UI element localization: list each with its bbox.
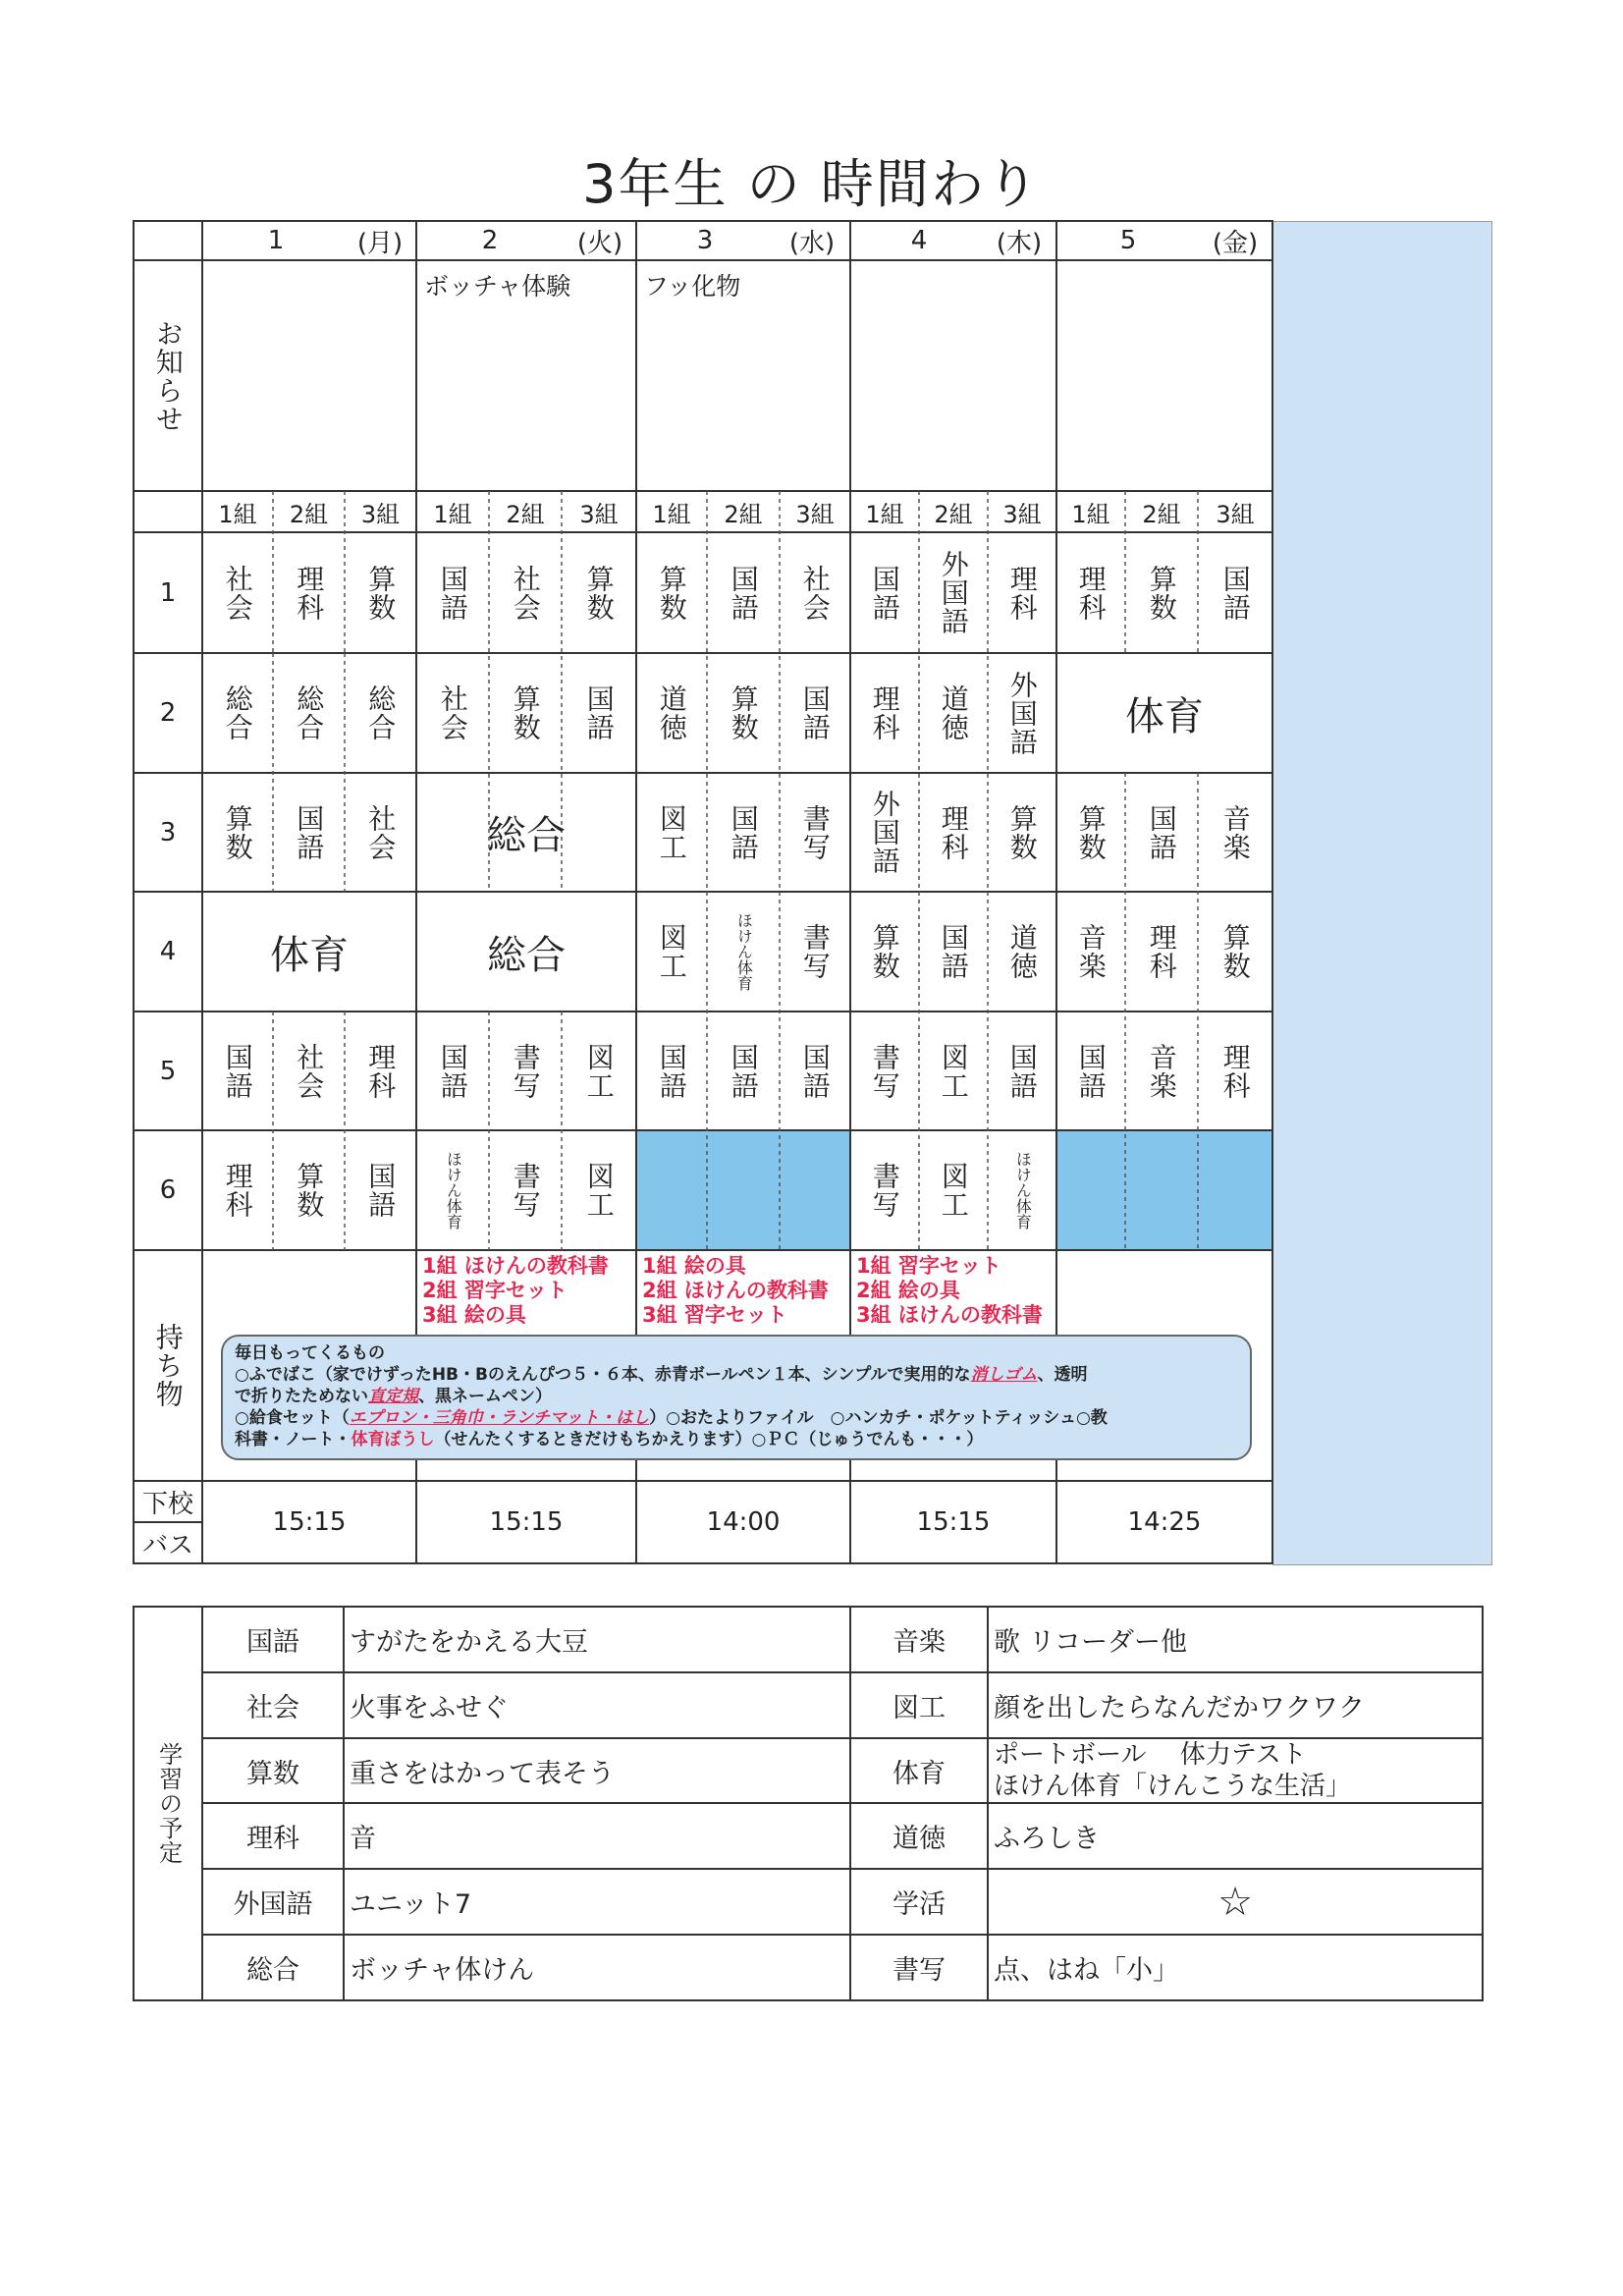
timetable-cell: 国語 [655,1042,688,1100]
plan-subject: 道徳 [893,1824,946,1854]
period-label: 2 [159,698,177,728]
notice-tue: ボッチャ体験 [424,272,571,301]
plan-content: 音 [350,1824,376,1854]
timetable-cell: 算数 [509,684,542,741]
text: ○ふでばこ（家でけずったHB・Bのえんぴつ５・６本、赤青ボールペン１本、シンプルで実用的な [235,1365,971,1385]
belongings-wed [636,1250,862,1332]
timetable-cell: 理科 [937,803,970,861]
plan-content-line: ポートボール 体力テスト [994,1740,1307,1770]
day-dow: (火) [576,228,623,258]
belonging-item: 1組 習字セット [856,1254,1001,1278]
timetable-cell: 図工 [937,1162,970,1219]
plan-subject: 外国語 [233,1889,313,1920]
day-num: 2 [481,226,499,255]
text: （せんたくするときだけもちかえります）○ＰＣ（じゅうでんも・・・） [434,1430,984,1449]
plan-content: ふろしき [994,1824,1100,1854]
plan-content: 点、はね「小」 [994,1955,1179,1986]
plan-content: 顔を出したらなんだかワクワク [994,1693,1365,1723]
timetable-cell: 総合 [487,932,566,978]
timetable-cell: 社会 [221,564,254,622]
period-label: 1 [159,577,177,608]
timetable-cell: 算数 [1218,923,1252,980]
bus-time-thu: 15:15 [916,1507,991,1537]
bus-time-mon: 15:15 [272,1507,347,1537]
class-header: 3組 [360,500,401,528]
timetable-cell: 社会 [436,684,469,741]
bus-time-wed: 14:00 [706,1507,781,1537]
day-num: 5 [1119,226,1137,255]
plan-subject: 国語 [246,1627,299,1658]
day-dow: (木) [996,228,1043,258]
timetable-cell: 書写 [798,803,832,861]
text: 科書・ノート・ [235,1430,352,1449]
class-header: 2組 [506,500,545,528]
timetable-cell: 体育 [270,932,349,978]
bus-time-fri: 14:25 [1127,1507,1202,1537]
plan-content: 歌 リコーダー他 [994,1627,1188,1658]
plan-content: ボッチャ体けん [350,1955,535,1986]
timetable-cell: 社会 [509,564,542,622]
period-label: 4 [159,937,177,966]
belongings-thu [850,1250,1068,1332]
class-header: 2組 [289,500,329,528]
timetable-cell: 理科 [1145,923,1178,980]
timetable-cell: 道徳 [937,684,970,741]
timetable-cell: 社会 [364,803,398,861]
belongings-label: 持ち物 [151,1323,185,1408]
timetable-cell: 図工 [937,1042,970,1100]
timetable-cell: 総合 [293,684,326,741]
timetable-cell: 国語 [436,1042,469,1100]
text: で折りたためない [235,1387,368,1406]
bus-label-2: バス [141,1530,193,1560]
class-header: 2組 [724,500,763,528]
class-header: 2組 [1142,500,1181,528]
timetable-cell: 書写 [798,923,832,980]
text: 、透明 [1037,1365,1088,1385]
timetable-cell: 理科 [364,1042,398,1100]
belonging-item: 1組 絵の具 [642,1254,746,1278]
timetable-cell: 算数 [727,684,760,741]
timetable-cell: 国語 [937,923,970,980]
daily-line-2 [235,1386,1238,1407]
timetable-cell: 社会 [293,1042,326,1100]
plan-subject: 学活 [893,1889,946,1920]
timetable-cell: 国語 [798,1042,832,1100]
plan-content: ユニット7 [350,1889,472,1920]
belonging-item: 2組 習字セット [422,1279,568,1302]
day-num: 3 [696,226,714,255]
timetable-cell: 算数 [1145,564,1178,622]
timetable-cell: 国語 [436,564,469,622]
plan-content [988,1738,1483,1803]
timetable-cell: 音楽 [1218,803,1252,861]
timetable-cell: 書写 [509,1042,542,1100]
text-emph: 体育ぼうし [351,1430,435,1449]
timetable-cell: ほけん体育 [1013,1151,1033,1230]
timetable-cell: 国語 [582,684,616,741]
timetable-cell: 算数 [221,803,254,861]
daily-line-4 [235,1429,1238,1450]
day-dow: (金) [1212,228,1259,258]
bus-time-tue: 15:15 [489,1507,564,1537]
timetable-cell: 理科 [1074,564,1108,622]
notice-label: お知らせ [151,318,185,433]
timetable-cell: 国語 [868,564,901,622]
plan-label: 学習の予定 [154,1742,183,1865]
timetable-cell: 図工 [582,1162,616,1219]
timetable-cell: ほけん体育 [734,912,754,991]
timetable-cell: 道徳 [1005,923,1039,980]
day-dow: (水) [788,228,836,258]
notice-wed: フッ化物 [644,272,741,301]
text-emph: エプロン・三角巾・ランチマット・はし [349,1408,650,1428]
plan-content: 重さをはかって表そう [350,1758,615,1789]
plan-content-line: ほけん体育「けんこうな生活」 [994,1772,1352,1801]
timetable-cell: 国語 [221,1042,254,1100]
timetable-cell: 書写 [509,1162,542,1219]
daily-title: 毎日もってくるもの [235,1343,385,1363]
timetable-cell: 国語 [293,803,326,861]
bus-label-1: 下校 [141,1489,193,1519]
plan-subject: 書写 [893,1955,946,1986]
timetable-cell: 音楽 [1145,1042,1178,1100]
timetable-cell: 図工 [582,1042,616,1100]
timetable-cell: 国語 [364,1162,398,1219]
star-icon: ☆ [1217,1879,1253,1925]
period-label: 5 [159,1056,177,1086]
timetable-cell: 総合 [221,684,254,741]
text: ）○おたよりファイル ○ハンカチ・ポケットティッシュ○教 [649,1408,1108,1428]
timetable-cell: 算数 [868,923,901,980]
text: 、黒ネームペン） [418,1387,552,1406]
timetable-cell: 理科 [293,564,326,622]
timetable-cell: 算数 [293,1162,326,1219]
class-header: 3組 [795,500,835,528]
daily-line-3 [235,1407,1238,1429]
day-num: 4 [910,226,928,255]
timetable-cell: 外国語 [868,790,901,875]
timetable-cell: 体育 [1125,693,1204,739]
plan-content: すがたをかえる大豆 [350,1627,588,1658]
timetable-cell: 国語 [1005,1042,1039,1100]
timetable-cell: 算数 [582,564,616,622]
timetable-cell: 総合 [364,684,398,741]
daily-items-box [221,1335,1252,1460]
timetable-cell: 理科 [868,684,901,741]
timetable-cell: 国語 [727,803,760,861]
timetable-cell: 国語 [1218,564,1252,622]
timetable-cell: 国語 [727,1042,760,1100]
timetable-cell: 国語 [727,564,760,622]
timetable-cell: 算数 [1074,803,1108,861]
plan-subject: 音楽 [893,1627,946,1658]
class-header: 1組 [1071,500,1110,528]
timetable-cell: 理科 [1005,564,1039,622]
plan-subject: 総合 [246,1955,299,1986]
class-header: 3組 [579,500,619,528]
plan-subject: 社会 [246,1693,299,1723]
class-header: 1組 [433,500,472,528]
plan-subject: 図工 [893,1693,946,1723]
class-header: 1組 [652,500,691,528]
plan-subject: 理科 [246,1824,299,1854]
plan-subject: 体育 [893,1758,946,1789]
class-header: 2組 [934,500,973,528]
timetable-cell: 総合 [487,813,566,858]
day-num: 1 [267,226,285,255]
page-title: 3年生 の 時間わり [582,153,1041,215]
belonging-item: 3組 ほけんの教科書 [856,1303,1043,1327]
timetable-cell: 図工 [655,803,688,861]
timetable-cell: 理科 [1218,1042,1252,1100]
belonging-item: 3組 絵の具 [422,1303,526,1327]
belonging-item: 1組 ほけんの教科書 [422,1254,609,1278]
text: ○給食セット（ [235,1408,350,1428]
timetable-cell: 書写 [868,1162,901,1219]
timetable-cell: 国語 [1074,1042,1108,1100]
text-emph: 直定規 [368,1387,418,1406]
timetable-cell: 外国語 [1005,670,1039,756]
timetable-cell: 道徳 [655,684,688,741]
class-header: 1組 [865,500,904,528]
timetable-cell: 算数 [1005,803,1039,861]
timetable-cell: 図工 [655,923,688,980]
class-header: 3組 [1002,500,1042,528]
timetable-cell: 算数 [655,564,688,622]
belongings-tue [416,1250,648,1332]
day-dow: (月) [356,228,404,258]
belonging-item: 3組 習字セット [642,1303,787,1327]
timetable-cell: 外国語 [937,550,970,635]
timetable-cell: 国語 [798,684,832,741]
class-header: 1組 [218,500,257,528]
belonging-item: 2組 絵の具 [856,1279,960,1302]
timetable-cell: 社会 [798,564,832,622]
daily-line-1 [235,1364,1238,1386]
class-header: 3組 [1216,500,1255,528]
timetable-cell: 書写 [868,1042,901,1100]
text-emph: 消しゴム [970,1365,1038,1385]
plan-subject: 算数 [246,1758,299,1789]
period-label: 3 [159,817,177,847]
plan-content: 火事をふせぐ [350,1693,509,1723]
timetable-cell: 音楽 [1074,923,1108,980]
timetable-cell: 算数 [364,564,398,622]
period-label: 6 [159,1175,177,1205]
timetable-cell: ほけん体育 [444,1151,463,1230]
timetable-cell: 国語 [1145,803,1178,861]
timetable-cell: 理科 [221,1162,254,1219]
belonging-item: 2組 ほけんの教科書 [642,1279,829,1302]
